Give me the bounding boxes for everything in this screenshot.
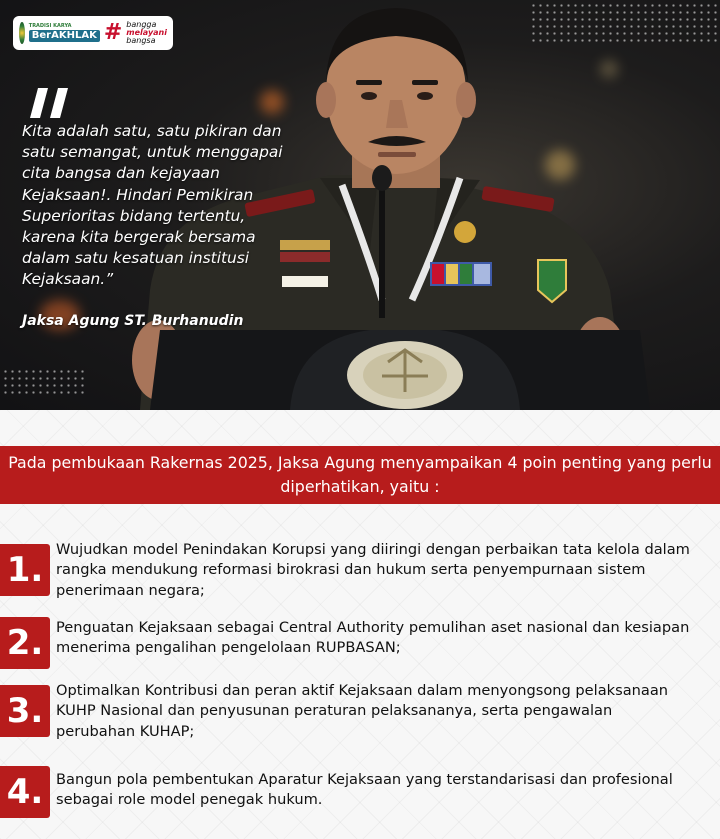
kejaksaan-seal-icon [19, 22, 25, 44]
logo-bangga-line1: bangga [126, 20, 157, 29]
point-text: Optimalkan Kontribusi dan peran aktif Kejaksaan dalam menyongsong pelaksanaan KUHP Nasional dan penyusunan peraturan pelaksananya, serta pengawalan perubahan KUHAP; [56, 682, 669, 740]
logo-bangga-line2: melayani [126, 28, 167, 37]
quote-author: Jaksa Agung ST. Burhanudin [22, 313, 244, 329]
point-text: Wujudkan model Penindakan Korupsi yang diiringi dengan perbaikan tata kelola dalam rangka mendukung reformasi birokrasi dan hukum serta penyempurnaan sistem penerimaan negara; [56, 541, 690, 599]
point-text: Bangun pola pembentukan Aparatur Kejaksaan yang terstandarisasi dan profesional sebagai role model penegak hukum. [56, 771, 673, 809]
logo-hash: # [103, 20, 123, 45]
point-text: Penguatan Kejaksaan sebagai Central Authority pemulihan aset nasional dan kesiapan menerima pengalihan pengelolaan RUPBASAN; [56, 619, 690, 657]
intro-banner [0, 446, 720, 504]
logo-org-small: TRADISI KARYA [28, 23, 72, 29]
decorative-dots [2, 368, 84, 398]
point-number-badge: 3. [0, 685, 50, 737]
berakhlak-logo [13, 16, 173, 50]
logo-berakhlak: BerAKHLAK [29, 30, 100, 42]
point-number-badge: 1. [0, 544, 50, 596]
hero-photo-section [0, 0, 720, 410]
point-number-badge: 2. [0, 617, 50, 669]
quote-text: Kita adalah satu, satu pikiran dan satu semangat, untuk menggapai cita bangsa dan kejayaan Kejaksaan!. Hindari Pemikiran Superioritas bidang tertentu, karena kita bergerak bersama dalam satu kesatuan institusi Kejaksaan.” [22, 122, 283, 289]
logo-bangga-line3: bangsa [126, 36, 156, 45]
intro-banner-text: Pada pembukaan Rakernas 2025, Jaksa Agung menyampaikan 4 poin penting yang perlu diperhatikan, yaitu : [8, 453, 712, 496]
point-number-badge: 4. [0, 766, 50, 818]
quote-mark-icon [24, 88, 72, 118]
